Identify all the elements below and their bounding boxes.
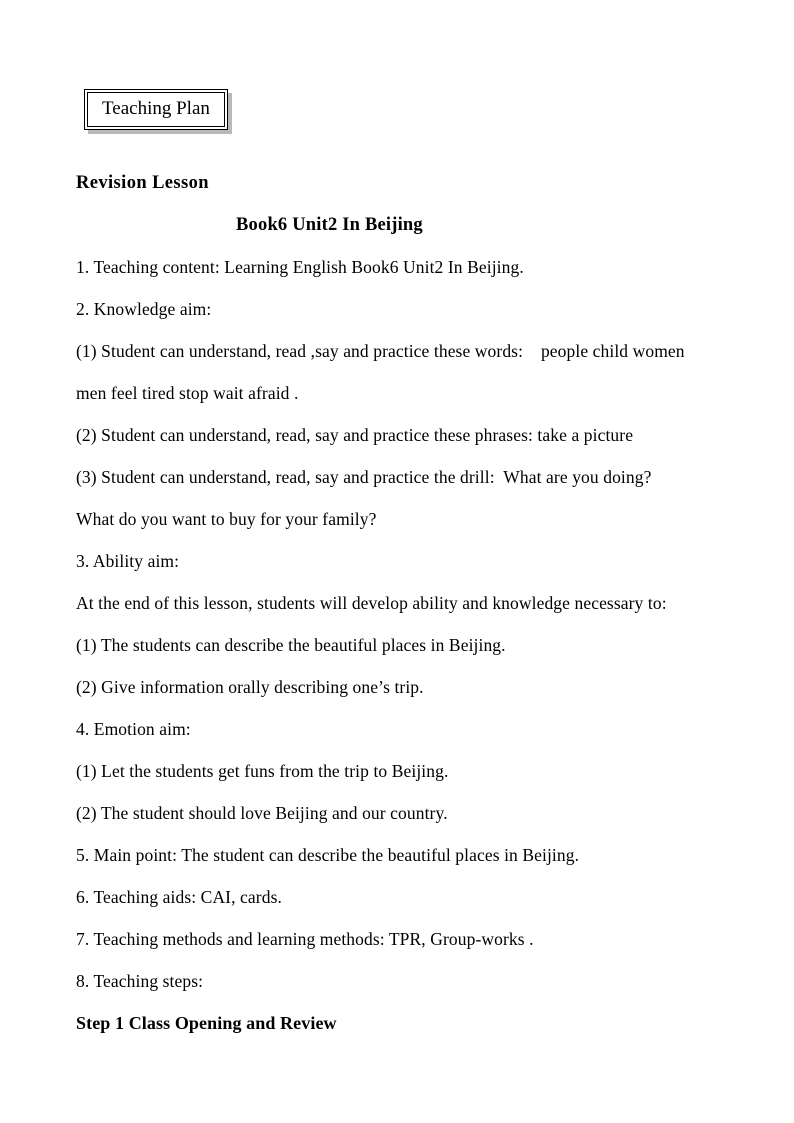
body-line: (1) Let the students get funs from the trip to Beijing.: [76, 761, 449, 781]
label-box-outer-border: [84, 89, 228, 130]
body-line: (2) Give information orally describing one’s trip.: [76, 677, 424, 697]
heading-book-unit-title: Book6 Unit2 In Beijing: [236, 215, 423, 235]
body-line: (1) The students can describe the beautiful places in Beijing.: [76, 635, 506, 655]
body-line: 2. Knowledge aim:: [76, 299, 212, 319]
heading-revision-lesson: Revision Lesson: [76, 173, 209, 193]
body-line: 6. Teaching aids: CAI, cards.: [76, 887, 282, 907]
body-line: (2) Student can understand, read, say and practice these phrases: take a picture: [76, 425, 634, 445]
body-line: 3. Ability aim:: [76, 551, 180, 571]
body-line: 4. Emotion aim:: [76, 719, 191, 739]
document-body: [76, 162, 726, 1044]
teaching-plan-label-text: Teaching Plan: [102, 98, 210, 119]
body-line: (1) Student can understand, read ,say and practice these words: people child women: [76, 341, 685, 361]
label-box-inner-border: [87, 92, 225, 127]
body-line: men feel tired stop wait afraid .: [76, 383, 299, 403]
body-line: 1. Teaching content: Learning English Book6 Unit2 In Beijing.: [76, 257, 524, 277]
body-line: 5. Main point: The student can describe the beautiful places in Beijing.: [76, 845, 580, 865]
body-line: At the end of this lesson, students will develop ability and knowledge necessary to:: [76, 593, 667, 613]
heading-step-1: Step 1 Class Opening and Review: [76, 1013, 337, 1033]
body-line: 8. Teaching steps:: [76, 971, 204, 991]
body-line: 7. Teaching methods and learning methods: TPR, Group-works .: [76, 929, 534, 949]
body-line: (3) Student can understand, read, say and practice the drill: What are you doing?: [76, 467, 652, 487]
body-line: (2) The student should love Beijing and our country.: [76, 803, 448, 823]
body-line: What do you want to buy for your family?: [76, 509, 377, 529]
teaching-plan-label-box: [84, 89, 228, 130]
